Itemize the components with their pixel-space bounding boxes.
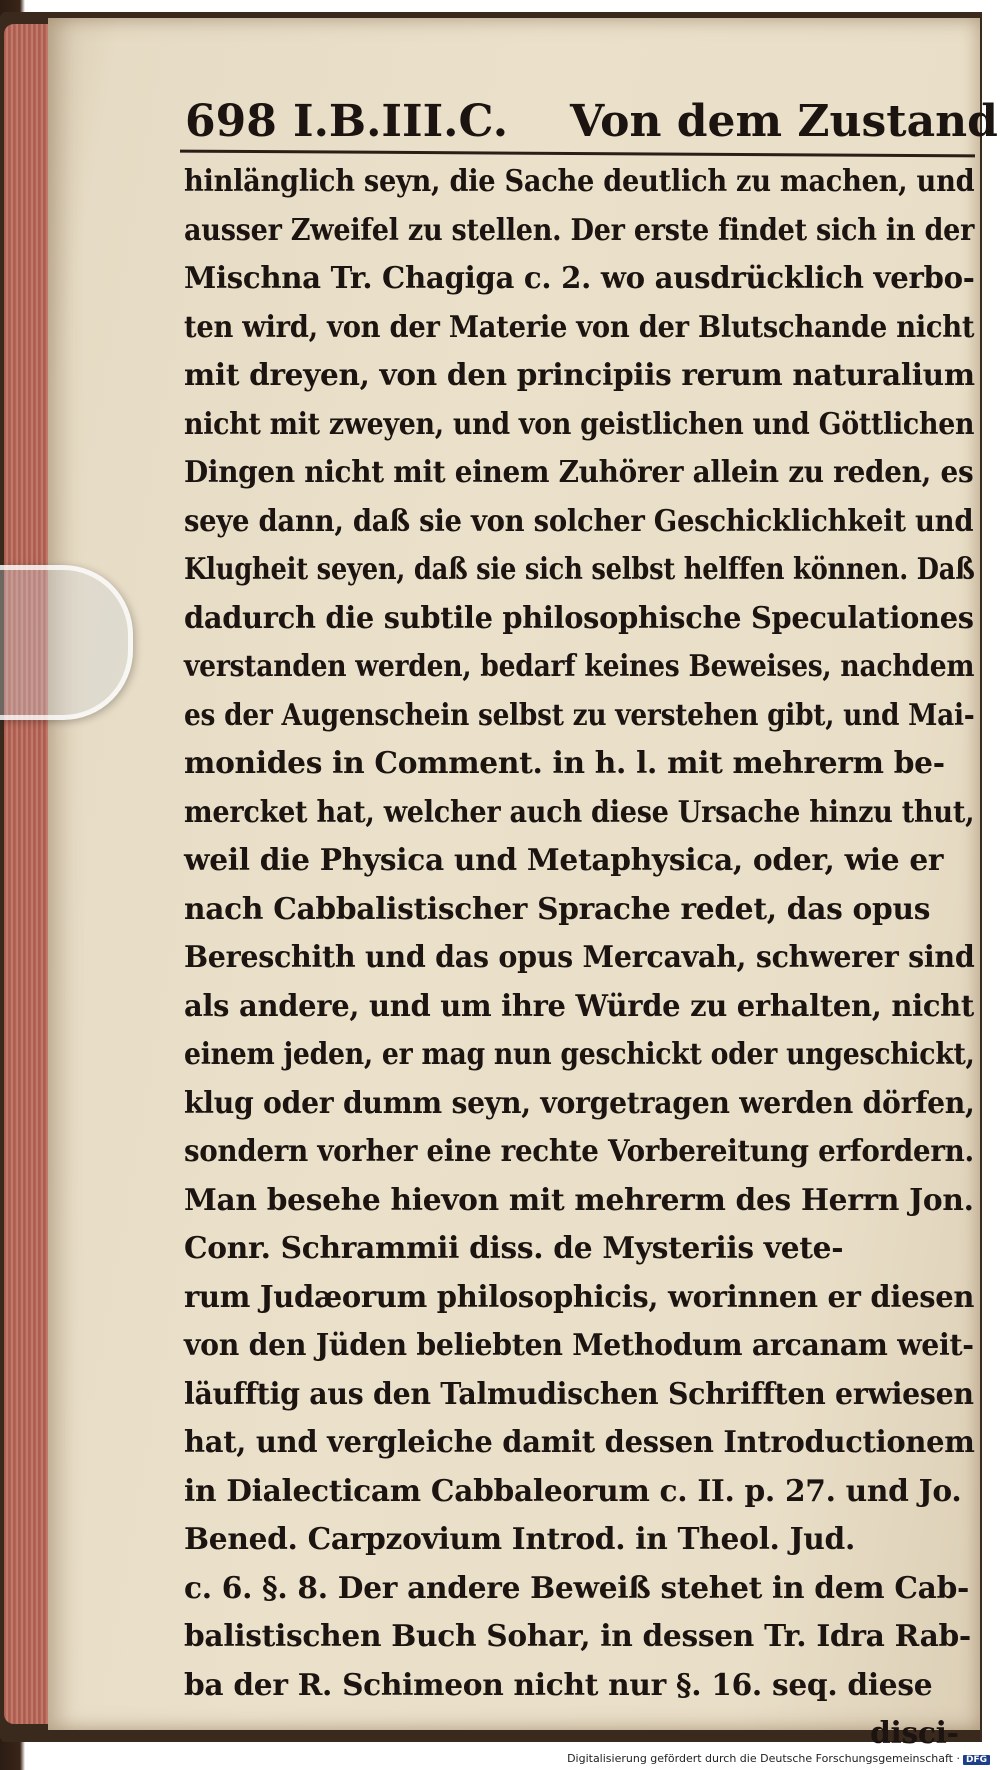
text-line: Conr. Schrammii diss. de Mysteriis vete- [184, 1231, 844, 1266]
book-fore-edge [4, 24, 48, 1724]
text-line: Dingen nicht mit einem Zuhörer allein zu reden, es [184, 455, 974, 490]
section-reference: I.B.III.C. [293, 96, 509, 147]
text-line: Bened. Carpzovium Introd. in Theol. Jud. [184, 1522, 856, 1557]
text-line: mercket hat, welcher auch diese Ursache hinzu thut, [184, 794, 975, 830]
text-line: c. 6. §. 8. Der andere Beweiß stehet in dem Cab- [184, 1570, 969, 1606]
text-line: es der Augenschein selbst zu verstehen gibt, und Mai- [184, 697, 975, 733]
text-line: ten wird, von der Materie von der Blutschande nicht [184, 309, 975, 345]
text-line: ausser Zweifel zu stellen. Der erste findet sich in der [184, 212, 975, 248]
text-line: ba der R. Schimeon nicht nur §. 16. seq. diese [184, 1667, 933, 1703]
text-line: nicht mit zweyen, und von geistlichen und Göttlichen [184, 406, 975, 442]
text-line: Klugheit seyen, daß sie sich selbst helffen können. Daß [184, 552, 975, 587]
page-clip [0, 565, 133, 720]
text-line: läufftig aus den Talmudischen Schrifften erwiesen [184, 1376, 974, 1412]
text-line: dadurch die subtile philosophische Speculationes [184, 600, 974, 636]
dfg-logo: DFG [963, 1755, 990, 1765]
text-line: weil die Physica und Metaphysica, oder, wie er [184, 843, 944, 878]
text-line: als andere, und um ihre Würde zu erhalten, nicht [184, 988, 975, 1024]
text-line: hinlänglich seyn, die Sache deutlich zu machen, und [184, 164, 975, 199]
text-line: hat, und vergleiche damit dessen Introductionem [184, 1425, 975, 1460]
body-text [184, 158, 984, 1759]
running-header [185, 92, 998, 152]
text-line: Mischna Tr. Chagiga c. 2. wo ausdrücklich verbo- [184, 261, 975, 296]
text-line: balistischen Buch Sohar, in dessen Tr. Idra Rab- [184, 1619, 971, 1654]
text-line: Bereschith und das opus Mercavah, schwerer sind [184, 940, 975, 975]
running-title: Von dem Zustand [570, 96, 998, 147]
text-line: in Dialecticam Cabbaleorum c. II. p. 27. und Jo. [184, 1473, 962, 1509]
text-line: einem jeden, er mag nun geschickt oder ungeschickt, [184, 1037, 975, 1072]
text-line: verstanden werden, bedarf keines Beweises, nachdem [184, 649, 975, 684]
text-line: Man besehe hievon mit mehrerm des Herrn Jon. [184, 1182, 974, 1218]
text-line: seye dann, daß sie von solcher Geschicklichkeit und [184, 503, 974, 539]
text-line: klug oder dumm seyn, vorgetragen werden dörfen, [184, 1085, 975, 1121]
credit-text: Digitalisierung gefördert durch die Deutsche Forschungsgemeinschaft · [567, 1752, 960, 1765]
catchword: disci- [870, 1716, 959, 1751]
text-line: rum Judæorum philosophicis, worinnen er diesen [184, 1279, 975, 1315]
digitization-credit [567, 1752, 990, 1765]
page-number: 698 [185, 96, 277, 147]
text-line: sondern vorher eine rechte Vorbereitung erfordern. [184, 1134, 974, 1169]
text-line: mit dreyen, von den principiis rerum naturalium [184, 358, 975, 393]
text-line: nach Cabbalistischer Sprache redet, das opus [184, 891, 931, 927]
text-line: von den Jüden beliebten Methodum arcanam weit- [184, 1328, 974, 1363]
text-line: monides in Comment. in h. l. mit mehrerm be- [184, 746, 945, 781]
